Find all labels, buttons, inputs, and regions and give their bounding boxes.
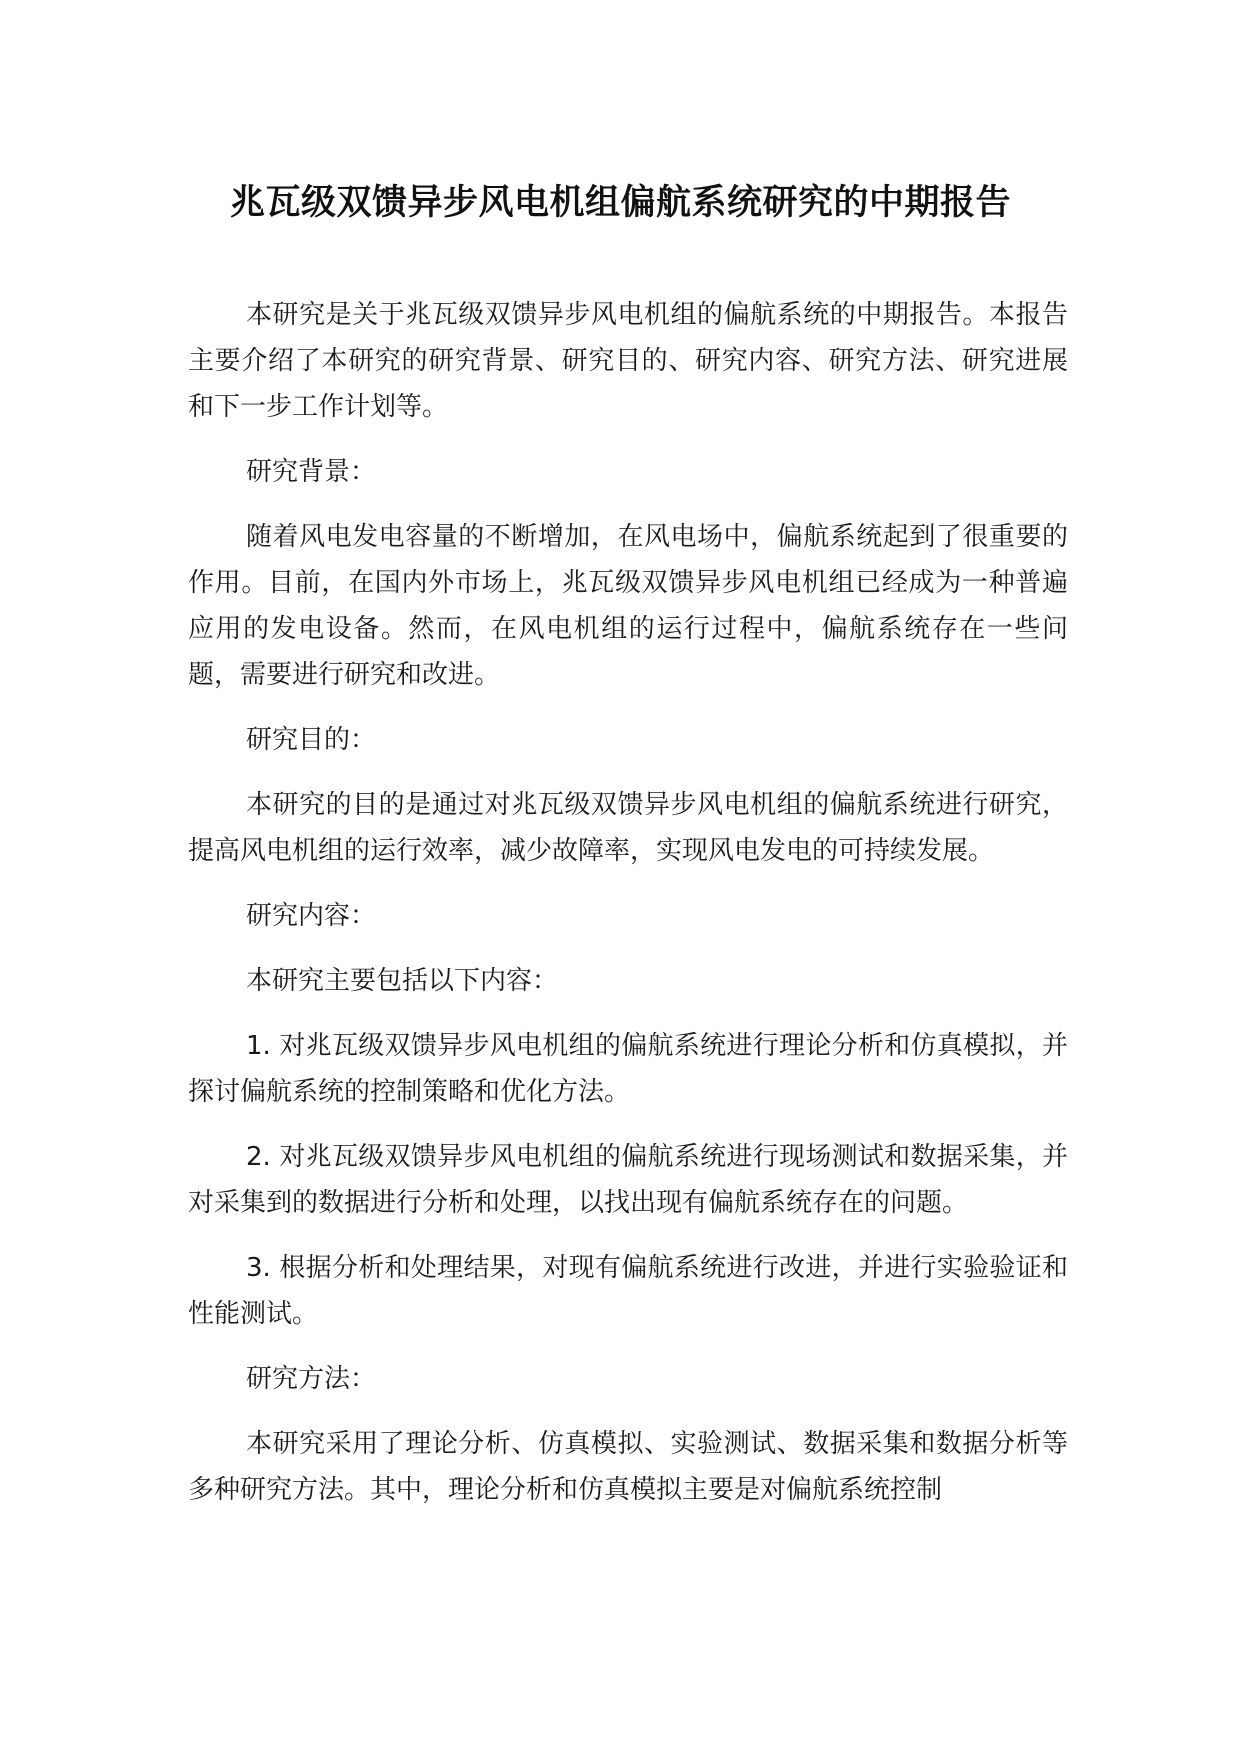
paragraph-intro: 本研究是关于兆瓦级双馈异步风电机组的偏航系统的中期报告。本报告主要介绍了本研究的研究背景、研究目的、研究内容、研究方法、研究进展和下一步工作计划等。 bbox=[188, 300, 1068, 422]
paragraph-method: 本研究采用了理论分析、仿真模拟、实验测试、数据采集和数据分析等多种研究方法。其中，理论分析和仿真模拟主要是对偏航系统控制 bbox=[188, 1429, 1068, 1505]
paragraph-content-intro: 本研究主要包括以下内容： bbox=[246, 966, 559, 996]
list-item-1: 1. 对兆瓦级双馈异步风电机组的偏航系统进行理论分析和仿真模拟，并探讨偏航系统的控制策略和优化方法。 bbox=[188, 1031, 1068, 1107]
heading-background: 研究背景： bbox=[246, 457, 377, 487]
document-title: 兆瓦级双馈异步风电机组偏航系统研究的中期报告 bbox=[229, 183, 1011, 223]
document-body bbox=[188, 292, 1068, 1532]
heading-purpose: 研究目的： bbox=[246, 725, 377, 755]
heading-method: 研究方法： bbox=[246, 1364, 377, 1394]
list-item-3: 3. 根据分析和处理结果，对现有偏航系统进行改进，并进行实验验证和性能测试。 bbox=[188, 1253, 1068, 1329]
paragraph-background: 随着风电发电容量的不断增加，在风电场中，偏航系统起到了很重要的作用。目前，在国内外市场上，兆瓦级双馈异步风电机组已经成为一种普遍应用的发电设备。然而，在风电机组的运行过程中，偏航系统存在一些问题，需要进行研究和改进。 bbox=[188, 522, 1068, 690]
paragraph-purpose: 本研究的目的是通过对兆瓦级双馈异步风电机组的偏航系统进行研究，提高风电机组的运行效率，减少故障率，实现风电发电的可持续发展。 bbox=[188, 790, 1068, 866]
heading-content: 研究内容： bbox=[246, 901, 377, 931]
list-item-2: 2. 对兆瓦级双馈异步风电机组的偏航系统进行现场测试和数据采集，并对采集到的数据进行分析和处理，以找出现有偏航系统存在的问题。 bbox=[188, 1142, 1068, 1218]
